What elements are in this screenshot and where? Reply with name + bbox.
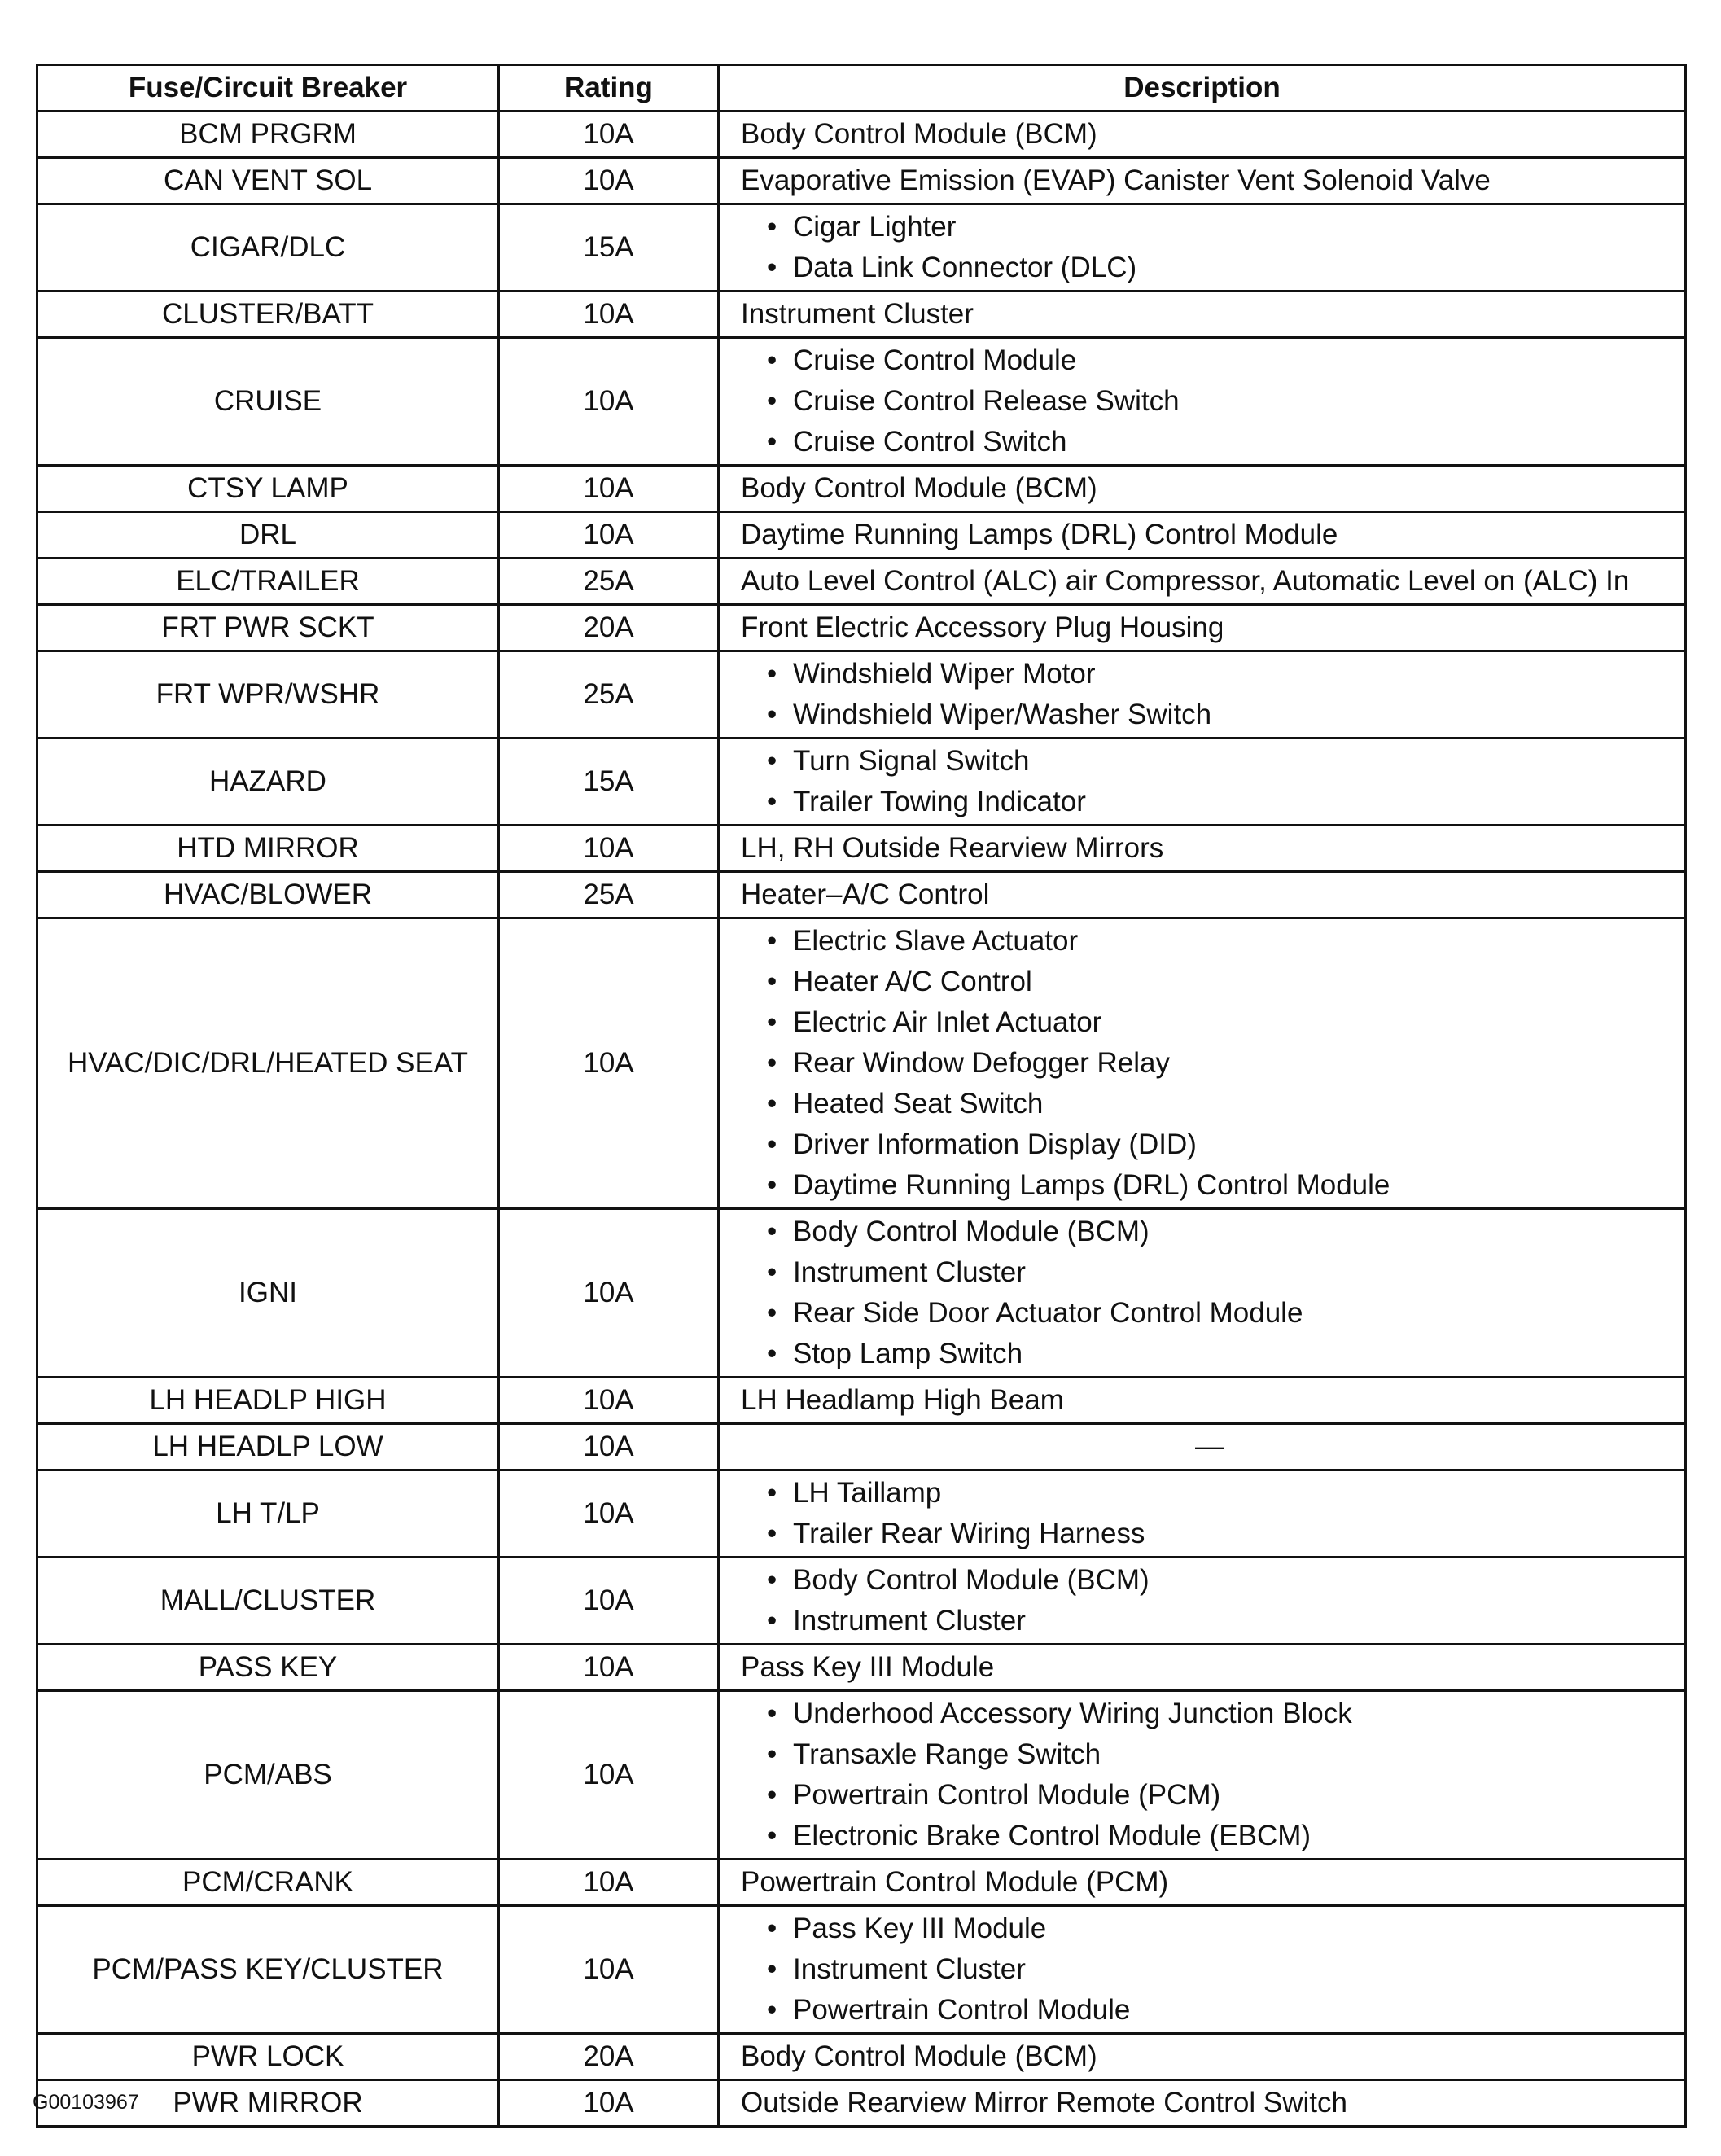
- description-item: • Body Control Module (BCM): [767, 1560, 1678, 1601]
- description-item: • Heater A/C Control: [767, 962, 1678, 1002]
- table-row: [37, 738, 1686, 826]
- table-row: [37, 291, 1686, 338]
- description-text: Powertrain Control Module (PCM): [741, 1866, 1169, 1898]
- description-item: • Underhood Accessory Wiring Junction Block: [767, 1694, 1678, 1734]
- fuse-rating: 10A: [499, 1558, 719, 1645]
- description-text: Evaporative Emission (EVAP) Canister Vent Solenoid Valve: [741, 164, 1491, 196]
- fuse-rating: 10A: [499, 512, 719, 559]
- description-list: [741, 1694, 1678, 1856]
- fuse-name: CRUISE: [37, 338, 499, 466]
- description-item: • Cigar Lighter: [767, 207, 1678, 248]
- fuse-rating: 10A: [499, 1378, 719, 1424]
- fuse-name: FRT PWR SCKT: [37, 605, 499, 651]
- table-row: [37, 1691, 1686, 1860]
- fuse-description: [719, 1209, 1686, 1378]
- description-text: LH Headlamp High Beam: [741, 1384, 1064, 1416]
- description-item: • Electric Air Inlet Actuator: [767, 1002, 1678, 1043]
- fuse-rating: 10A: [499, 1691, 719, 1860]
- fuse-name: PASS KEY: [37, 1645, 499, 1691]
- description-item: • Rear Side Door Actuator Control Module: [767, 1293, 1678, 1334]
- fuse-description: [719, 1906, 1686, 2034]
- description-text: Body Control Module (BCM): [741, 118, 1097, 150]
- description-item: • Windshield Wiper Motor: [767, 654, 1678, 695]
- description-text: Outside Rearview Mirror Remote Control Switch: [741, 2087, 1347, 2119]
- fuse-name: HVAC/DIC/DRL/HEATED SEAT: [37, 918, 499, 1209]
- fuse-name: PCM/PASS KEY/CLUSTER: [37, 1906, 499, 2034]
- fuse-name: LH HEADLP HIGH: [37, 1378, 499, 1424]
- description-list: [741, 207, 1678, 288]
- fuse-rating: 10A: [499, 918, 719, 1209]
- description-text: Heater–A/C Control: [741, 879, 990, 910]
- fuse-description: [719, 158, 1686, 204]
- fuse-description: [719, 918, 1686, 1209]
- table-row: [37, 1424, 1686, 1470]
- description-text: Pass Key III Module: [741, 1651, 995, 1683]
- fuse-rating: 25A: [499, 872, 719, 918]
- table-body: [37, 112, 1686, 2127]
- fuse-description: [719, 1470, 1686, 1558]
- table-row: [37, 559, 1686, 605]
- fuse-description: [719, 1424, 1686, 1470]
- fuse-description: [719, 826, 1686, 872]
- description-text: Body Control Module (BCM): [741, 472, 1097, 504]
- header-description: Description: [719, 65, 1686, 112]
- description-item: • Windshield Wiper/Washer Switch: [767, 695, 1678, 735]
- table-row: [37, 2034, 1686, 2080]
- description-text: Body Control Module (BCM): [741, 2040, 1097, 2072]
- table-row: [37, 466, 1686, 512]
- fuse-description: [719, 559, 1686, 605]
- fuse-description: [719, 605, 1686, 651]
- fuse-name: CAN VENT SOL: [37, 158, 499, 204]
- table-row: [37, 204, 1686, 291]
- description-text: —: [1195, 1431, 1224, 1462]
- fuse-description: [719, 1378, 1686, 1424]
- fuse-name: LH T/LP: [37, 1470, 499, 1558]
- description-list: [741, 1473, 1678, 1554]
- table-row: [37, 826, 1686, 872]
- description-item: • Heated Seat Switch: [767, 1084, 1678, 1124]
- fuse-description: [719, 338, 1686, 466]
- fuse-description: [719, 651, 1686, 738]
- description-text: Auto Level Control (ALC) air Compressor, Automatic Level on (ALC) In: [741, 565, 1630, 597]
- description-item: • Instrument Cluster: [767, 1252, 1678, 1293]
- fuse-description: [719, 1645, 1686, 1691]
- table-row: [37, 512, 1686, 559]
- header-row: [37, 65, 1686, 112]
- description-item: • Stop Lamp Switch: [767, 1334, 1678, 1374]
- description-list: [741, 654, 1678, 735]
- table-row: [37, 1378, 1686, 1424]
- fuse-rating: 20A: [499, 605, 719, 651]
- fuse-description: [719, 466, 1686, 512]
- fuse-rating: 10A: [499, 1470, 719, 1558]
- fuse-name: PCM/ABS: [37, 1691, 499, 1860]
- description-item: • Electronic Brake Control Module (EBCM): [767, 1816, 1678, 1856]
- table-row: [37, 1558, 1686, 1645]
- fuse-rating: 20A: [499, 2034, 719, 2080]
- fuse-table: [36, 64, 1687, 2128]
- description-item: • Cruise Control Release Switch: [767, 381, 1678, 422]
- fuse-description: [719, 112, 1686, 158]
- fuse-rating: 15A: [499, 204, 719, 291]
- table-row: [37, 918, 1686, 1209]
- fuse-name: MALL/CLUSTER: [37, 1558, 499, 1645]
- fuse-description: [719, 512, 1686, 559]
- fuse-rating: 10A: [499, 826, 719, 872]
- description-list: [741, 921, 1678, 1206]
- description-item: • Trailer Towing Indicator: [767, 782, 1678, 822]
- fuse-rating: 10A: [499, 2080, 719, 2127]
- description-item: • Instrument Cluster: [767, 1949, 1678, 1990]
- description-item: • Transaxle Range Switch: [767, 1734, 1678, 1775]
- fuse-name: HTD MIRROR: [37, 826, 499, 872]
- fuse-rating: 10A: [499, 466, 719, 512]
- fuse-name: PWR MIRROR: [37, 2080, 499, 2127]
- fuse-description: [719, 1860, 1686, 1906]
- fuse-description: [719, 2034, 1686, 2080]
- table-row: [37, 158, 1686, 204]
- fuse-rating: 10A: [499, 112, 719, 158]
- fuse-name: PWR LOCK: [37, 2034, 499, 2080]
- fuse-rating: 25A: [499, 651, 719, 738]
- table-row: [37, 1860, 1686, 1906]
- description-item: • LH Taillamp: [767, 1473, 1678, 1514]
- fuse-description: [719, 2080, 1686, 2127]
- description-list: [741, 340, 1678, 462]
- description-item: • Body Control Module (BCM): [767, 1212, 1678, 1252]
- description-text: LH, RH Outside Rearview Mirrors: [741, 832, 1164, 864]
- description-list: [741, 741, 1678, 822]
- table-row: [37, 1209, 1686, 1378]
- description-list: [741, 1560, 1678, 1641]
- fuse-rating: 10A: [499, 1860, 719, 1906]
- description-item: • Instrument Cluster: [767, 1601, 1678, 1641]
- description-text: Front Electric Accessory Plug Housing: [741, 611, 1224, 643]
- table-row: [37, 872, 1686, 918]
- description-text: Instrument Cluster: [741, 298, 974, 330]
- fuse-description: [719, 738, 1686, 826]
- table-row: [37, 1645, 1686, 1691]
- fuse-description: [719, 1691, 1686, 1860]
- fuse-name: IGNI: [37, 1209, 499, 1378]
- table-row: [37, 605, 1686, 651]
- description-item: • Turn Signal Switch: [767, 741, 1678, 782]
- fuse-name: HAZARD: [37, 738, 499, 826]
- fuse-description: [719, 291, 1686, 338]
- fuse-name: DRL: [37, 512, 499, 559]
- table-row: [37, 2080, 1686, 2127]
- fuse-rating: 10A: [499, 1424, 719, 1470]
- fuse-rating: 10A: [499, 158, 719, 204]
- header-fuse: Fuse/Circuit Breaker: [37, 65, 499, 112]
- table-row: [37, 651, 1686, 738]
- fuse-name: CTSY LAMP: [37, 466, 499, 512]
- description-item: • Cruise Control Switch: [767, 422, 1678, 462]
- description-item: • Daytime Running Lamps (DRL) Control Module: [767, 1165, 1678, 1206]
- fuse-rating: 10A: [499, 291, 719, 338]
- fuse-description: [719, 204, 1686, 291]
- fuse-name: FRT WPR/WSHR: [37, 651, 499, 738]
- table-row: [37, 1906, 1686, 2034]
- description-text: Daytime Running Lamps (DRL) Control Module: [741, 519, 1338, 550]
- table-row: [37, 338, 1686, 466]
- fuse-name: HVAC/BLOWER: [37, 872, 499, 918]
- description-item: • Cruise Control Module: [767, 340, 1678, 381]
- fuse-rating: 10A: [499, 338, 719, 466]
- header-rating: Rating: [499, 65, 719, 112]
- description-item: • Data Link Connector (DLC): [767, 248, 1678, 288]
- figure-id: G00103967: [33, 2091, 139, 2114]
- description-item: • Powertrain Control Module: [767, 1990, 1678, 2031]
- fuse-rating: 10A: [499, 1645, 719, 1691]
- fuse-description: [719, 872, 1686, 918]
- fuse-rating: 15A: [499, 738, 719, 826]
- table-row: [37, 112, 1686, 158]
- description-item: • Driver Information Display (DID): [767, 1124, 1678, 1165]
- description-list: [741, 1908, 1678, 2031]
- description-list: [741, 1212, 1678, 1374]
- fuse-name: BCM PRGRM: [37, 112, 499, 158]
- fuse-name: LH HEADLP LOW: [37, 1424, 499, 1470]
- description-item: • Electric Slave Actuator: [767, 921, 1678, 962]
- fuse-rating: 10A: [499, 1906, 719, 2034]
- fuse-rating: 10A: [499, 1209, 719, 1378]
- description-item: • Trailer Rear Wiring Harness: [767, 1514, 1678, 1554]
- fuse-name: CLUSTER/BATT: [37, 291, 499, 338]
- description-item: • Pass Key III Module: [767, 1908, 1678, 1949]
- fuse-name: ELC/TRAILER: [37, 559, 499, 605]
- fuse-description: [719, 1558, 1686, 1645]
- fuse-name: CIGAR/DLC: [37, 204, 499, 291]
- fuse-name: PCM/CRANK: [37, 1860, 499, 1906]
- table-row: [37, 1470, 1686, 1558]
- description-item: • Powertrain Control Module (PCM): [767, 1775, 1678, 1816]
- fuse-rating: 25A: [499, 559, 719, 605]
- description-item: • Rear Window Defogger Relay: [767, 1043, 1678, 1084]
